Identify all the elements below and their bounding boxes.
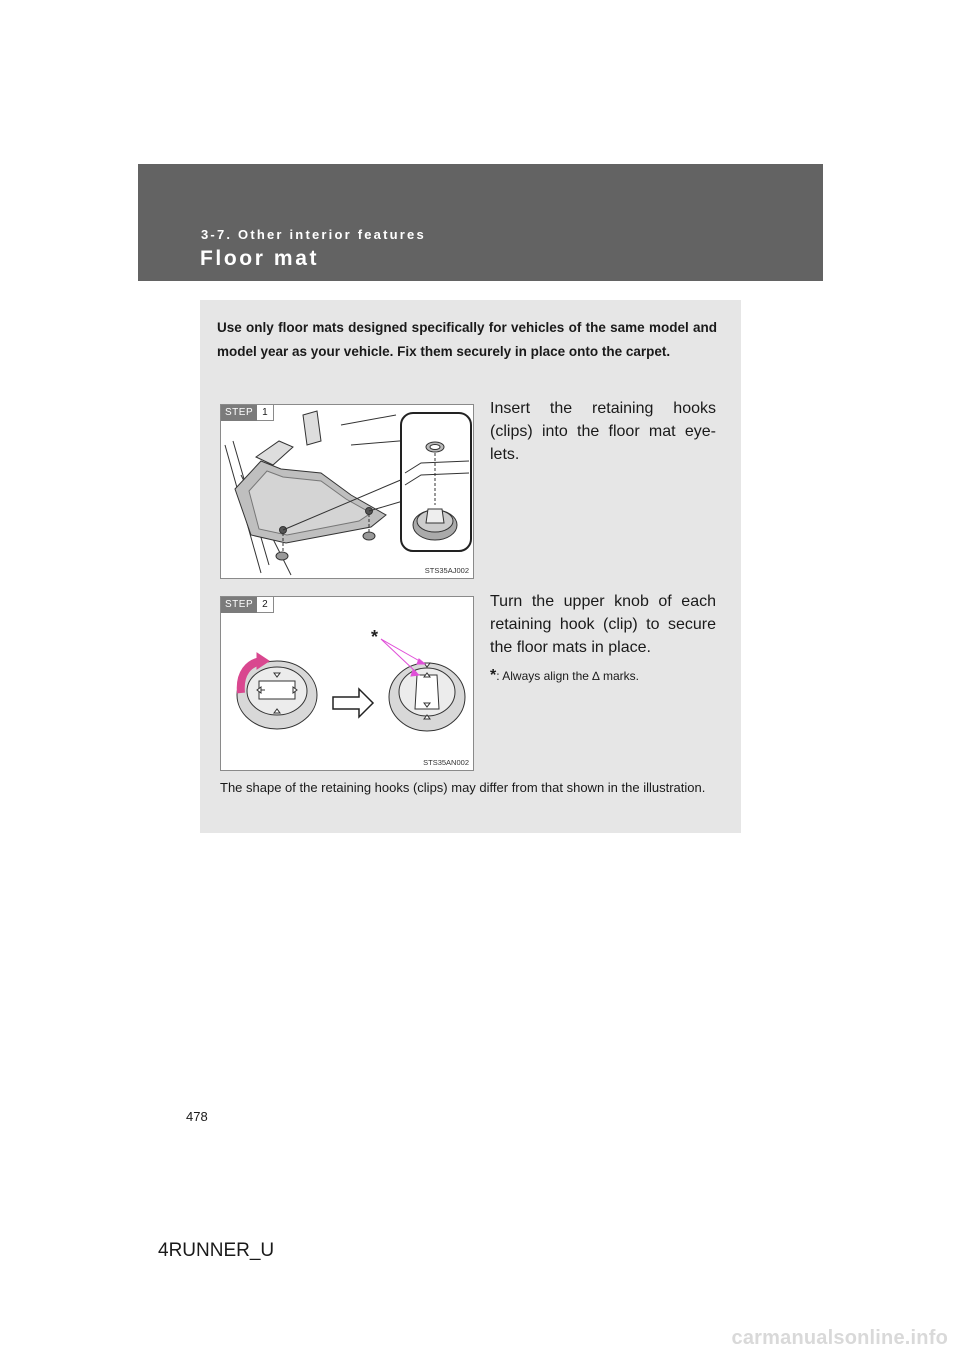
asterisk-label: * [490,667,497,684]
step-label: STEP [221,597,257,613]
footnote: The shape of the retaining hooks (clips) may differ from that shown in the illustration. [220,780,706,795]
step-badge [221,597,274,613]
figure-code: STS35AN002 [423,758,469,767]
watermark: carmanualsonline.info [731,1327,948,1349]
page-number: 478 [186,1109,208,1124]
note-text: : Always align the ∆ marks. [496,669,639,683]
content-panel [200,300,741,833]
section-header [138,164,823,281]
step-badge [221,405,274,421]
section-label: 3-7. Other interior features [201,227,426,242]
page-title: Floor mat [200,247,320,270]
alignment-note [490,667,716,685]
step2-illustration [220,596,474,771]
figure-code: STS35AJ002 [424,566,469,575]
step1-illustration [220,404,474,579]
step-number: 2 [257,597,274,613]
floor-mat-hooks-drawing [221,405,474,579]
step1-text: Insert the retaining hooks (clips) into the floor mat eye-lets. [490,400,716,463]
knob-rotation-drawing [221,597,474,771]
intro-text: Use only floor mats designed specifically for vehicles of the same model and model year as your vehicle. Fix them securely in place onto the carpet. [217,320,717,359]
step2-text: Turn the upper knob of each retaining hook (clip) to secure the floor mats in place. [490,593,716,656]
step-number: 1 [257,405,274,421]
step-label: STEP [221,405,257,421]
document-code: 4RUNNER_U [158,1240,275,1261]
asterisk-mark: * [371,627,379,647]
